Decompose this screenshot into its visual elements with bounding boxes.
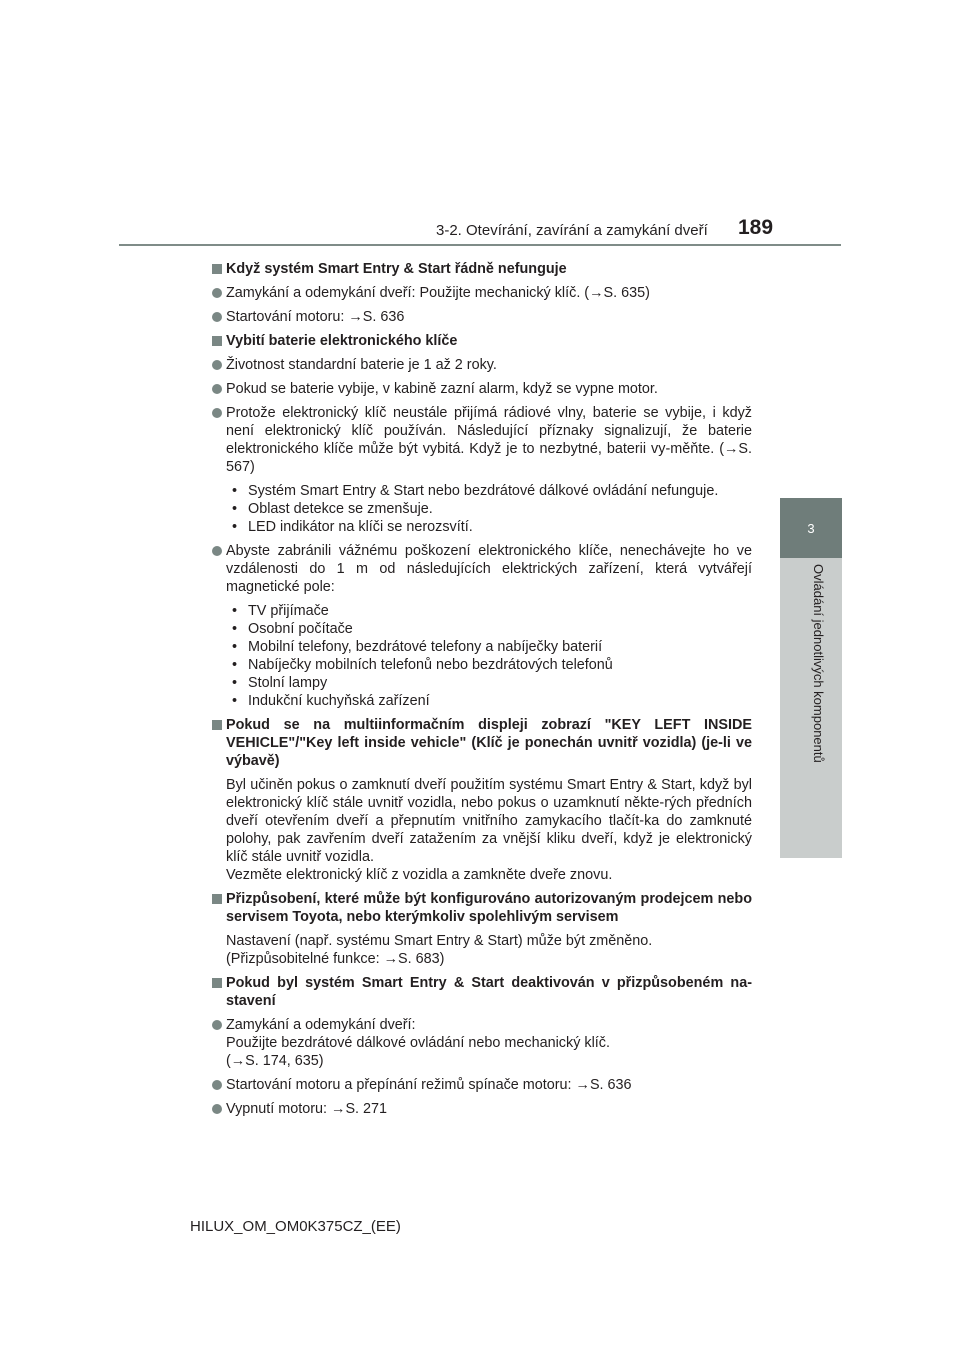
- section-heading-text: Pokud se na multiinformačním displeji zobrazí "KEY LEFT INSIDE VEHICLE"/"Key left inside vehicle" (Klíč je ponechán uvnitř vozidla) (je-li ve výbavě): [226, 717, 752, 769]
- list-item: Abyste zabránili vážnému poškození elektronického klíče, nenechávejte ho ve vzdálenosti do 1 m od následujících elektrických zařízení, která vytvářejí magnetické pole:: [212, 542, 752, 596]
- sub-list-item: • LED indikátor na klíči se nerozsvítí.: [232, 519, 473, 535]
- running-header-title: 3-2. Otevírání, zavírání a zamykání dveří: [436, 222, 708, 239]
- section-heading: [212, 332, 752, 350]
- circle-bullet-icon: [212, 408, 222, 418]
- sub-list-item: • Indukční kuchyňská zařízení: [232, 693, 430, 709]
- circle-bullet-icon: [212, 312, 222, 322]
- square-bullet-icon: [212, 336, 222, 346]
- square-bullet-icon: [212, 894, 222, 904]
- section-heading-text: Když systém Smart Entry & Start řádně nefunguje: [226, 261, 567, 277]
- sub-list-item: • TV přijímače: [232, 603, 329, 619]
- sub-list-item: • Nabíječky mobilních telefonů nebo bezdrátových telefonů: [232, 657, 613, 673]
- square-bullet-icon: [212, 264, 222, 274]
- header-divider: [119, 244, 841, 246]
- sub-list-item: • Systém Smart Entry & Start nebo bezdrátové dálkové ovládání nefunguje.: [232, 483, 719, 499]
- circle-bullet-icon: [212, 1080, 222, 1090]
- section-heading: [212, 890, 752, 926]
- list-item: Zamykání a odemykání dveří: Použijte bezdrátové dálkové ovládání nebo mechanický klíč. (→S. 174, 635): [212, 1016, 752, 1070]
- circle-bullet-icon: [212, 1020, 222, 1030]
- section-heading-text: Vybití baterie elektronického klíče: [226, 333, 458, 349]
- list-item: Životnost standardní baterie je 1 až 2 roky.: [212, 356, 752, 374]
- square-bullet-icon: [212, 978, 222, 988]
- page-content: [212, 254, 752, 1124]
- square-bullet-icon: [212, 720, 222, 730]
- chapter-tab-number: 3: [780, 498, 842, 558]
- list-item: Zamykání a odemykání dveří: Použijte mechanický klíč. (→S. 635): [212, 284, 752, 302]
- circle-bullet-icon: [212, 288, 222, 298]
- list-item: Protože elektronický klíč neustále přijímá rádiové vlny, baterie se vybije, i když není elektronický klíč používán. Následující příznaky signalizují, že baterie elektronického klíče může být vybitá. Když je to nezbytné, baterii vy-měňte. (→S. 567): [212, 404, 752, 476]
- page-number: 189: [738, 216, 774, 239]
- list-item: Startování motoru: →S. 636: [212, 308, 752, 326]
- sub-list: [212, 602, 752, 710]
- circle-bullet-icon: [212, 360, 222, 370]
- circle-bullet-icon: [212, 384, 222, 394]
- section-heading: [212, 716, 752, 770]
- sub-list-item: • Oblast detekce se zmenšuje.: [232, 501, 433, 517]
- sub-list-item: • Stolní lampy: [232, 675, 328, 691]
- chapter-tab-label: Ovládání jednotlivých komponentů: [811, 564, 826, 763]
- list-item: Startování motoru a přepínání režimů spínače motoru: →S. 636: [212, 1076, 752, 1094]
- circle-bullet-icon: [212, 546, 222, 556]
- section-heading-text: Přizpůsobení, které může být konfigurováno autorizovaným prodejcem nebo servisem Toyota, nebo kterýmkoliv spolehlivým servisem: [226, 891, 752, 925]
- section-heading: [212, 974, 752, 1010]
- circle-bullet-icon: [212, 1104, 222, 1114]
- sub-list-item: • Mobilní telefony, bezdrátové telefony a nabíječky baterií: [232, 639, 603, 655]
- list-item: Vypnutí motoru: →S. 271: [212, 1100, 752, 1118]
- section-paragraph: Byl učiněn pokus o zamknutí dveří použitím systému Smart Entry & Start, když byl elektronický klíč stále uvnitř vozidla, nebo pokus o uzamknutí někte-rých předních dveří otevřením dveří a přepnutím vnitřního zamykacího tlačít-ka do zamknuté polohy, pak zavřením dveří zatažením za vnější kliku dveří, když je elektronický klíč stále uvnitř vozidla. Vezměte elektronický klíč z vozidla a zamkněte dveře znovu.: [226, 777, 752, 883]
- section-heading: [212, 260, 752, 278]
- list-item: Pokud se baterie vybije, v kabině zazní alarm, když se vypne motor.: [212, 380, 752, 398]
- section-paragraph: Nastavení (např. systému Smart Entry & Start) může být změněno. (Přizpůsobitelné funkce: →S. 683): [226, 933, 653, 967]
- sub-list-item: • Osobní počítače: [232, 621, 353, 637]
- sub-list: [212, 482, 752, 536]
- document-code-footer: HILUX_OM_OM0K375CZ_(EE): [190, 1218, 401, 1235]
- section-heading-text: Pokud byl systém Smart Entry & Start deaktivován v přizpůsobeném na-stavení: [226, 975, 752, 1009]
